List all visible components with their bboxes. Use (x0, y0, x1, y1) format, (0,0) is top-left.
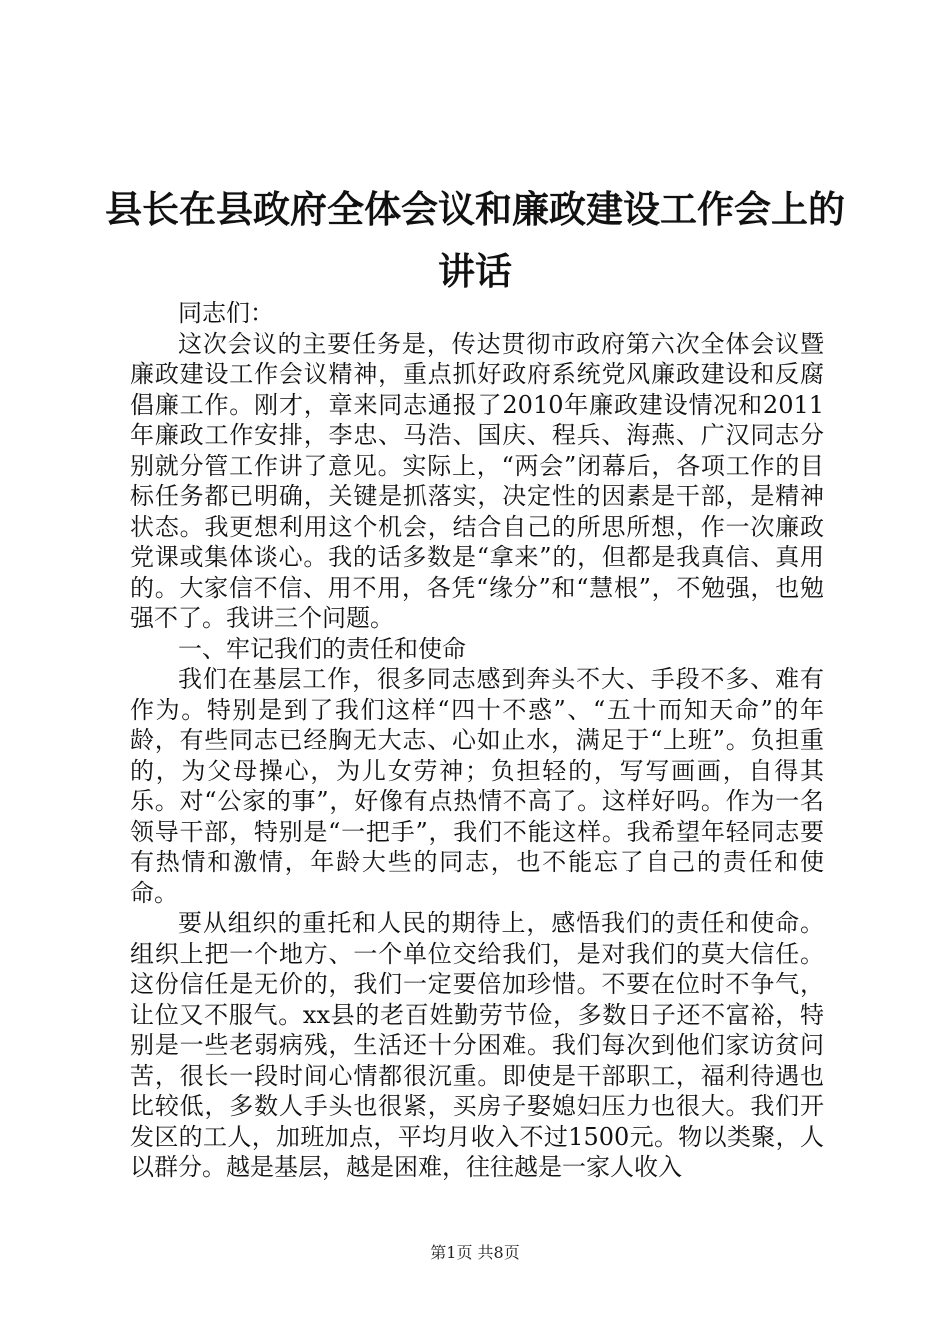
page-footer: 第1页 共8页 (430, 1243, 520, 1262)
section-heading: 一、牢记我们的责任和使命 (178, 634, 466, 663)
salutation-paragraph: 同志们： (178, 299, 274, 327)
body-paragraph: 要从组织的重托和人民的期待上，感悟我们的责任和使命。组织上把一个地方、一个单位交给我们，是对我们的莫大信任。这份信任是无价的，我们一定要倍加珍惜。不要在位时不争气，让位又不服气。xx县的老百姓勤劳节俭，多数日子还不富裕，特别是一些老弱病残，生活还十分困难。我们每次到他们家访贫问苦，很长一段时间心情都很沉重。即使是干部职工，福利待遇也比较低，多数人手头也很紧，买房子娶媳妇压力也很大。我们开发区的工人，加班加点，平均月收入不过1500元。物以类聚，人以群分。越是基层，越是困难，往往越是一家人收入 (130, 909, 824, 1181)
page-title-line-1: 县长在县政府全体会议和廉政建设工作会上的 (105, 187, 845, 231)
page-title-line-2: 讲话 (438, 249, 512, 293)
intro-paragraph: 这次会议的主要任务是，传达贯彻市政府第六次全体会议暨廉政建设工作会议精神，重点抓好政府系统党风廉政建设和反腐倡廉工作。刚才，章来同志通报了2010年廉政建设情况和2011年廉政工作安排，李忠、马浩、国庆、程兵、海燕、广汉同志分别就分管工作讲了意见。实际上，“两会”闭幕后，各项工作的目标任务都已明确，关键是抓落实，决定性的因素是干部，是精神状态。我更想利用这个机会，结合自己的所思所想，作一次廉政党课或集体谈心。我的话多数是“拿来”的，但都是我真信、真用的。大家信不信、用不用，各凭“缘分”和“慧根”，不勉强，也勉强不了。我讲三个问题。 (130, 329, 824, 632)
body-paragraph: 我们在基层工作，很多同志感到奔头不大、手段不多、难有作为。特别是到了我们这样“四十不惑”、“五十而知天命”的年龄，有些同志已经胸无大志、心如止水，满足于“上班”。负担重的，为父母操心，为儿女劳神；负担轻的，写写画画，自得其乐。对“公家的事”，好像有点热情不高了。这样好吗。作为一名领导干部，特别是“一把手”，我们不能这样。我希望年轻同志要有热情和激情，年龄大些的同志，也不能忘了自己的责任和使命。 (130, 665, 824, 907)
document-body (130, 298, 824, 1183)
page-title (0, 178, 950, 302)
